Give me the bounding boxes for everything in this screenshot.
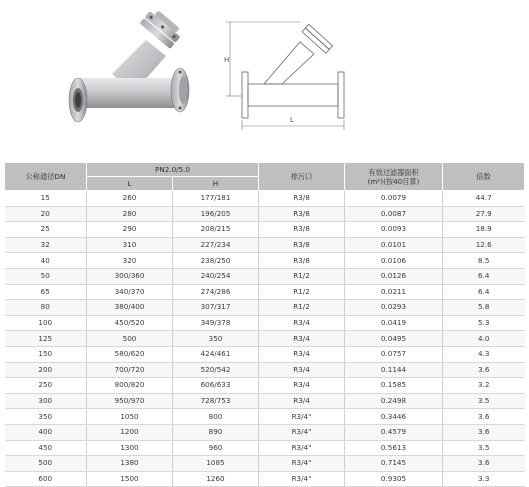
cell-dn: 50 — [5, 268, 87, 284]
cell-area: 0.0106 — [345, 253, 443, 269]
header-area-line1: 有效过滤器面积 — [368, 167, 419, 177]
header-area-unit: (m²)(按40目算) — [367, 176, 420, 186]
cell-dn: 125 — [5, 331, 87, 347]
table-row — [5, 206, 525, 222]
cell-ratio: 8.5 — [443, 253, 525, 269]
cell-l: 950/970 — [87, 393, 173, 409]
table-row — [5, 300, 525, 316]
cell-area: 0.3446 — [345, 409, 443, 425]
cell-drain: R3/4" — [259, 440, 345, 456]
cell-area: 0.0419 — [345, 315, 443, 331]
cell-dn: 65 — [5, 284, 87, 300]
table-row — [5, 378, 525, 394]
cell-dn: 100 — [5, 315, 87, 331]
cell-l: 500 — [87, 331, 173, 347]
cell-area: 0.9305 — [345, 471, 443, 487]
cell-ratio: 12.6 — [443, 237, 525, 253]
cell-h: 728/753 — [173, 393, 259, 409]
table-row — [5, 222, 525, 238]
cell-ratio: 3.5 — [443, 393, 525, 409]
cell-dn: 500 — [5, 456, 87, 472]
cell-area: 0.0093 — [345, 222, 443, 238]
cell-l: 800/820 — [87, 378, 173, 394]
cell-h: 800 — [173, 409, 259, 425]
cell-ratio: 44.7 — [443, 191, 525, 207]
cell-area: 0.0101 — [345, 237, 443, 253]
cell-h: 350 — [173, 331, 259, 347]
cell-area: 0.1585 — [345, 378, 443, 394]
cell-dn: 20 — [5, 206, 87, 222]
cell-h: 238/250 — [173, 253, 259, 269]
cell-area: 0.0211 — [345, 284, 443, 300]
cell-l: 280 — [87, 206, 173, 222]
cell-h: 424/461 — [173, 346, 259, 362]
cell-h: 1085 — [173, 456, 259, 472]
cell-area: 0.0087 — [345, 206, 443, 222]
cell-area: 0.2498 — [345, 393, 443, 409]
cell-l: 340/370 — [87, 284, 173, 300]
header-pn-group: PN2.0/5.0 — [87, 163, 259, 177]
cell-dn: 400 — [5, 424, 87, 440]
cell-l: 300/360 — [87, 268, 173, 284]
table-row — [5, 409, 525, 425]
cell-l: 1050 — [87, 409, 173, 425]
cell-area: 0.0126 — [345, 268, 443, 284]
cell-dn: 25 — [5, 222, 87, 238]
table-row — [5, 456, 525, 472]
cell-l: 260 — [87, 191, 173, 207]
cell-drain: R3/4 — [259, 362, 345, 378]
cell-drain: R3/4 — [259, 346, 345, 362]
cell-drain: R3/4 — [259, 315, 345, 331]
table-header-row — [5, 163, 525, 177]
y-strainer-photo — [62, 4, 202, 134]
cell-dn: 80 — [5, 300, 87, 316]
cell-dn: 300 — [5, 393, 87, 409]
cell-drain: R3/4" — [259, 471, 345, 487]
cell-ratio: 3.6 — [443, 409, 525, 425]
cell-h: 227/234 — [173, 237, 259, 253]
cell-h: 890 — [173, 424, 259, 440]
cell-drain: R3/8 — [259, 253, 345, 269]
header-drain: 排污口 — [259, 163, 345, 191]
cell-l: 310 — [87, 237, 173, 253]
cell-h: 274/286 — [173, 284, 259, 300]
cell-dn: 250 — [5, 378, 87, 394]
length-dimension-label: L — [290, 116, 294, 124]
cell-l: 450/520 — [87, 315, 173, 331]
header-area — [345, 163, 443, 191]
cell-drain: R3/4 — [259, 331, 345, 347]
table-row — [5, 362, 525, 378]
cell-drain: R3/4" — [259, 409, 345, 425]
cell-ratio: 3.5 — [443, 440, 525, 456]
cell-drain: R3/8 — [259, 206, 345, 222]
cell-h: 208/215 — [173, 222, 259, 238]
cell-ratio: 3.6 — [443, 362, 525, 378]
height-dimension-label: H — [224, 56, 230, 64]
cell-ratio: 18.9 — [443, 222, 525, 238]
cell-drain: R1/2 — [259, 268, 345, 284]
table-row — [5, 393, 525, 409]
cell-ratio: 4.0 — [443, 331, 525, 347]
cell-l: 1500 — [87, 471, 173, 487]
table-body — [5, 191, 525, 487]
table-row — [5, 268, 525, 284]
cell-area: 0.0495 — [345, 331, 443, 347]
dimension-drawing — [222, 8, 362, 136]
cell-drain: R3/8 — [259, 191, 345, 207]
cell-h: 960 — [173, 440, 259, 456]
table-row — [5, 440, 525, 456]
cell-h: 307/317 — [173, 300, 259, 316]
cell-h: 1260 — [173, 471, 259, 487]
cell-ratio: 5.8 — [443, 300, 525, 316]
table-row — [5, 471, 525, 487]
cell-drain: R3/4 — [259, 393, 345, 409]
cell-ratio: 4.3 — [443, 346, 525, 362]
cell-area: 0.0757 — [345, 346, 443, 362]
header-h: H — [173, 177, 259, 191]
table-row — [5, 331, 525, 347]
cell-dn: 200 — [5, 362, 87, 378]
cell-dn: 350 — [5, 409, 87, 425]
cell-ratio: 6.4 — [443, 284, 525, 300]
cell-h: 177/181 — [173, 191, 259, 207]
cell-area: 0.4579 — [345, 424, 443, 440]
cell-l: 380/400 — [87, 300, 173, 316]
cell-ratio: 5.3 — [443, 315, 525, 331]
cell-l: 290 — [87, 222, 173, 238]
cell-h: 349/378 — [173, 315, 259, 331]
cell-l: 700/720 — [87, 362, 173, 378]
cell-area: 0.5613 — [345, 440, 443, 456]
cell-ratio: 3.6 — [443, 424, 525, 440]
header-ratio: 倍数 — [443, 163, 525, 191]
cell-h: 196/205 — [173, 206, 259, 222]
cell-ratio: 6.4 — [443, 268, 525, 284]
cell-drain: R3/8 — [259, 237, 345, 253]
cell-drain: R3/4" — [259, 424, 345, 440]
cell-dn: 32 — [5, 237, 87, 253]
table-row — [5, 253, 525, 269]
table-row — [5, 346, 525, 362]
cell-h: 606/633 — [173, 378, 259, 394]
cell-drain: R3/4 — [259, 378, 345, 394]
cell-ratio: 3.2 — [443, 378, 525, 394]
cell-dn: 40 — [5, 253, 87, 269]
cell-ratio: 3.6 — [443, 456, 525, 472]
cell-l: 320 — [87, 253, 173, 269]
cell-l: 1380 — [87, 456, 173, 472]
table-row — [5, 424, 525, 440]
specification-table — [4, 162, 525, 487]
header-dn: 公称通径DN — [5, 163, 87, 191]
cell-drain: R1/2 — [259, 284, 345, 300]
cell-dn: 600 — [5, 471, 87, 487]
header-l: L — [87, 177, 173, 191]
cell-area: 0.7145 — [345, 456, 443, 472]
table-row — [5, 237, 525, 253]
cell-h: 520/542 — [173, 362, 259, 378]
cell-l: 1200 — [87, 424, 173, 440]
cell-ratio: 3.3 — [443, 471, 525, 487]
cell-dn: 150 — [5, 346, 87, 362]
cell-drain: R3/8 — [259, 222, 345, 238]
cell-area: 0.0079 — [345, 191, 443, 207]
cell-area: 0.1144 — [345, 362, 443, 378]
cell-l: 580/620 — [87, 346, 173, 362]
cell-drain: R3/4" — [259, 456, 345, 472]
cell-dn: 15 — [5, 191, 87, 207]
cell-l: 1300 — [87, 440, 173, 456]
cell-ratio: 27.9 — [443, 206, 525, 222]
cell-drain: R1/2 — [259, 300, 345, 316]
table-row — [5, 191, 525, 207]
cell-area: 0.0293 — [345, 300, 443, 316]
cell-dn: 450 — [5, 440, 87, 456]
table-row — [5, 284, 525, 300]
table-row — [5, 315, 525, 331]
cell-h: 240/254 — [173, 268, 259, 284]
